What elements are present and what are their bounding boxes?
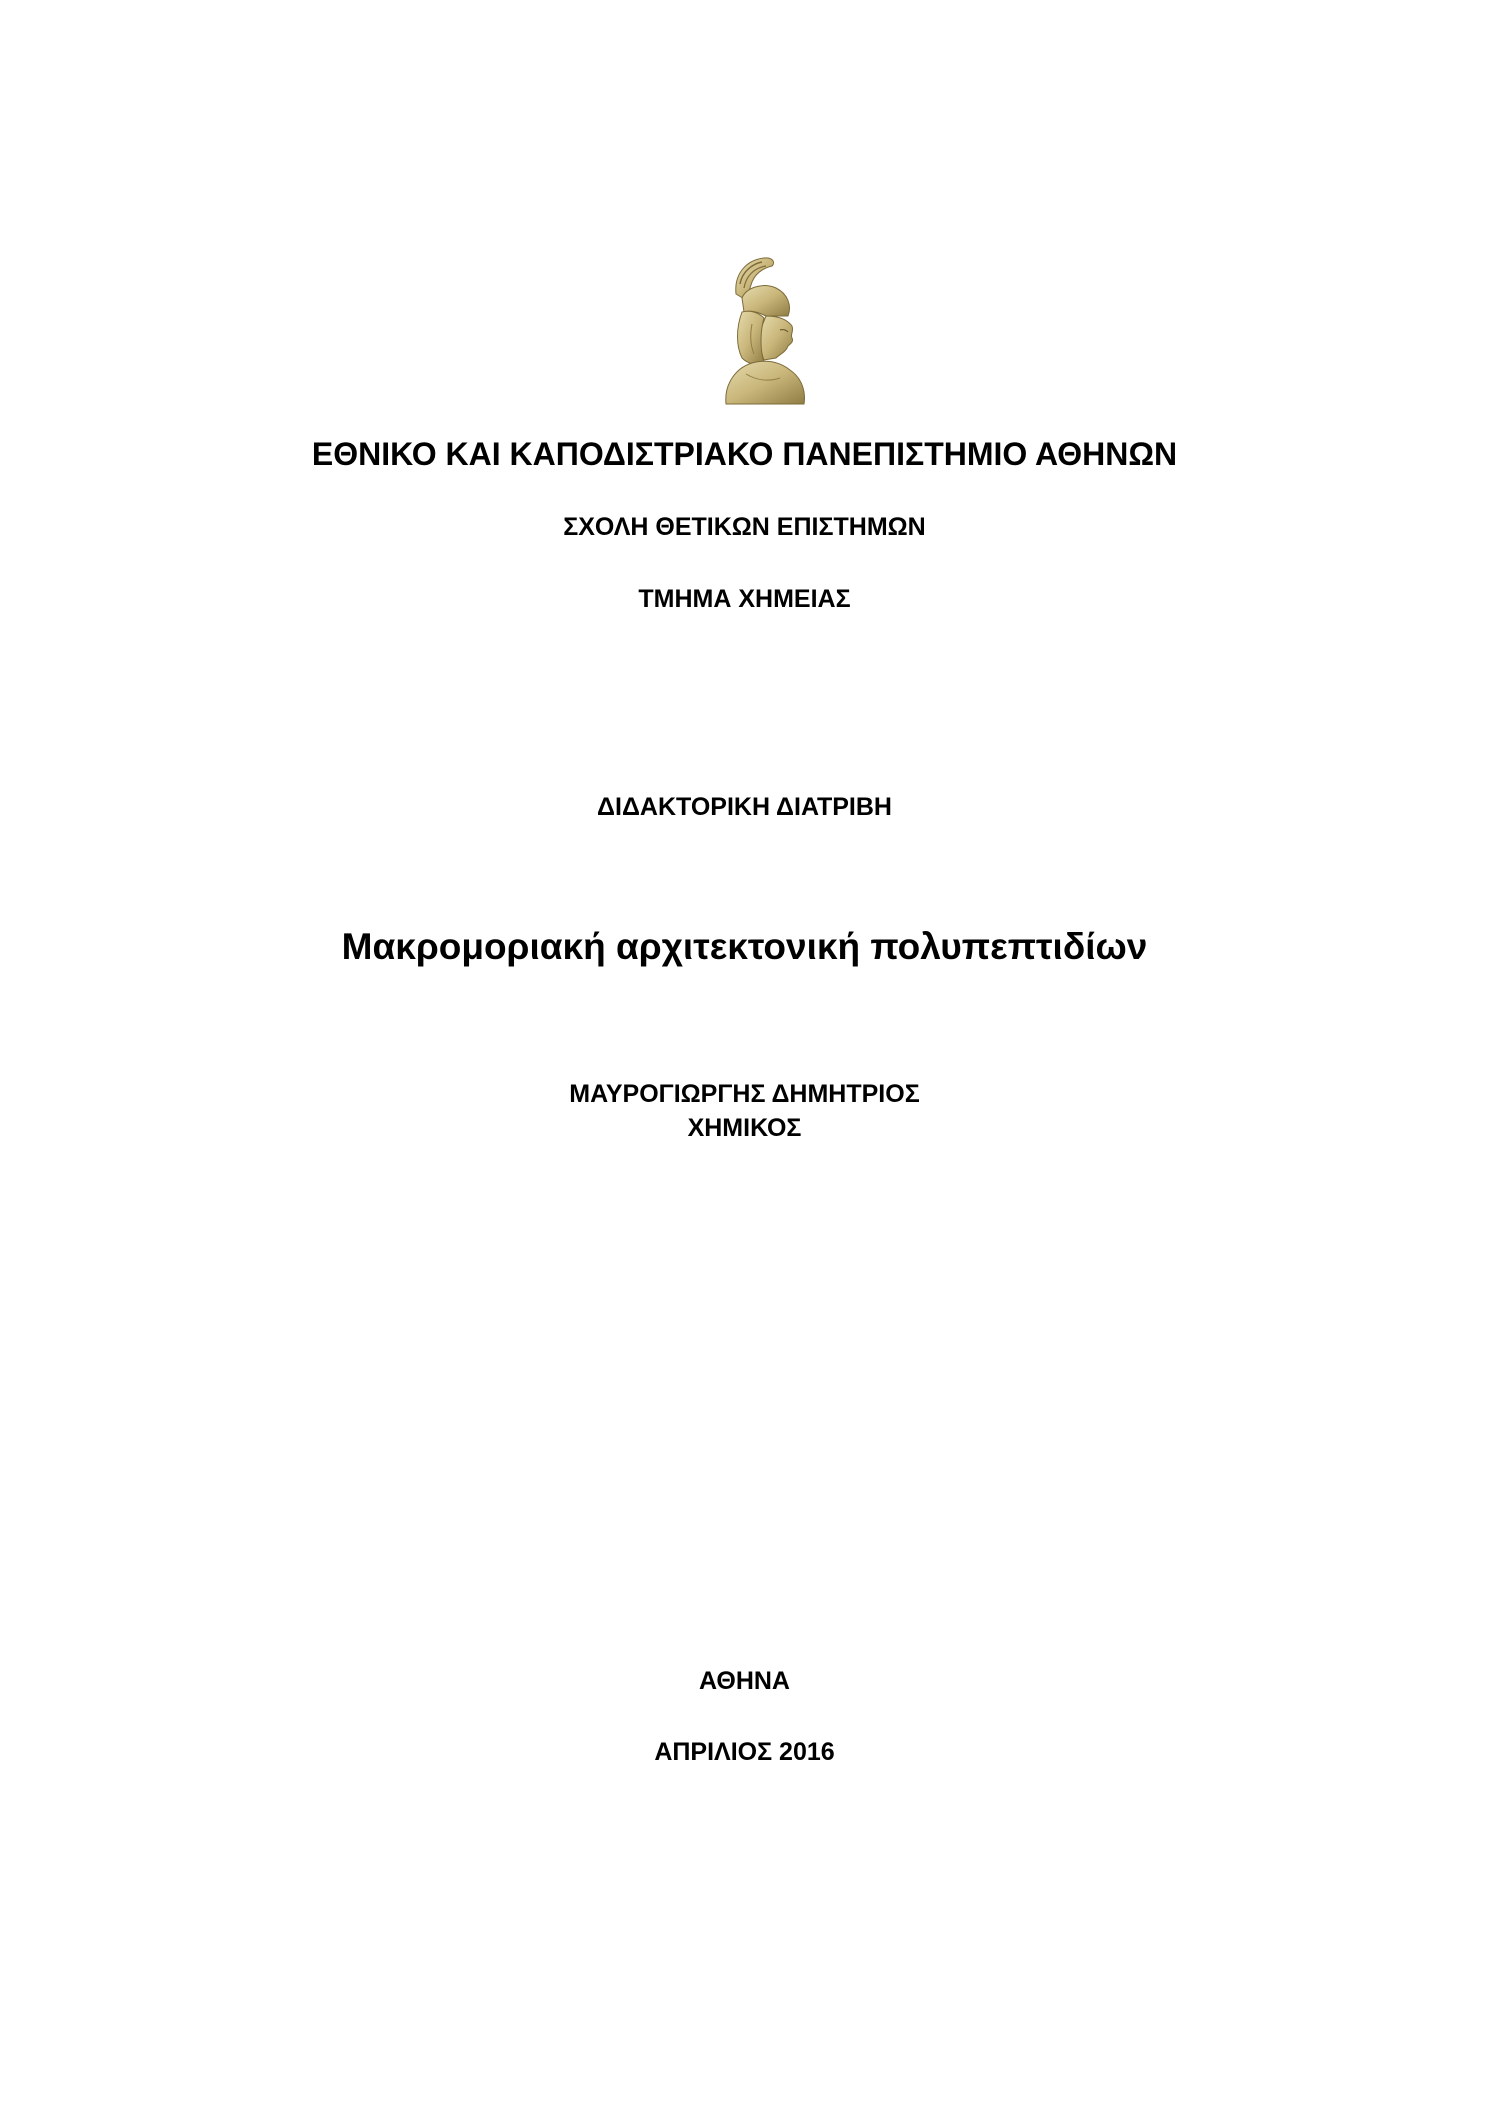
author-name: ΜΑΥΡΟΓΙΩΡΓΗΣ ΔΗΜΗΤΡΙΟΣ: [569, 1080, 920, 1108]
athena-head-emblem-icon: [706, 254, 816, 406]
publication-date: ΑΠΡΙΛΙΟΣ 2016: [654, 1738, 835, 1766]
author-profession: ΧΗΜΙΚΟΣ: [687, 1114, 802, 1142]
school-name: ΣΧΟΛΗ ΘΕΤΙΚΩΝ ΕΠΙΣΤΗΜΩΝ: [563, 513, 926, 541]
publication-city: ΑΘΗΝΑ: [699, 1667, 790, 1695]
document-type: ΔΙΔΑΚΤΟΡΙΚΗ ΔΙΑΤΡΙΒΗ: [597, 793, 892, 821]
department-name: ΤΜΗΜΑ ΧΗΜΕΙΑΣ: [638, 585, 851, 613]
university-name: ΕΘΝΙΚΟ ΚΑΙ ΚΑΠΟΔΙΣΤΡΙΑΚΟ ΠΑΝΕΠΙΣΤΗΜΙΟ ΑΘΗΝΩΝ: [311, 436, 1178, 472]
thesis-title: Μακρομοριακή αρχιτεκτονική πολυπεπτιδίων: [341, 926, 1148, 967]
